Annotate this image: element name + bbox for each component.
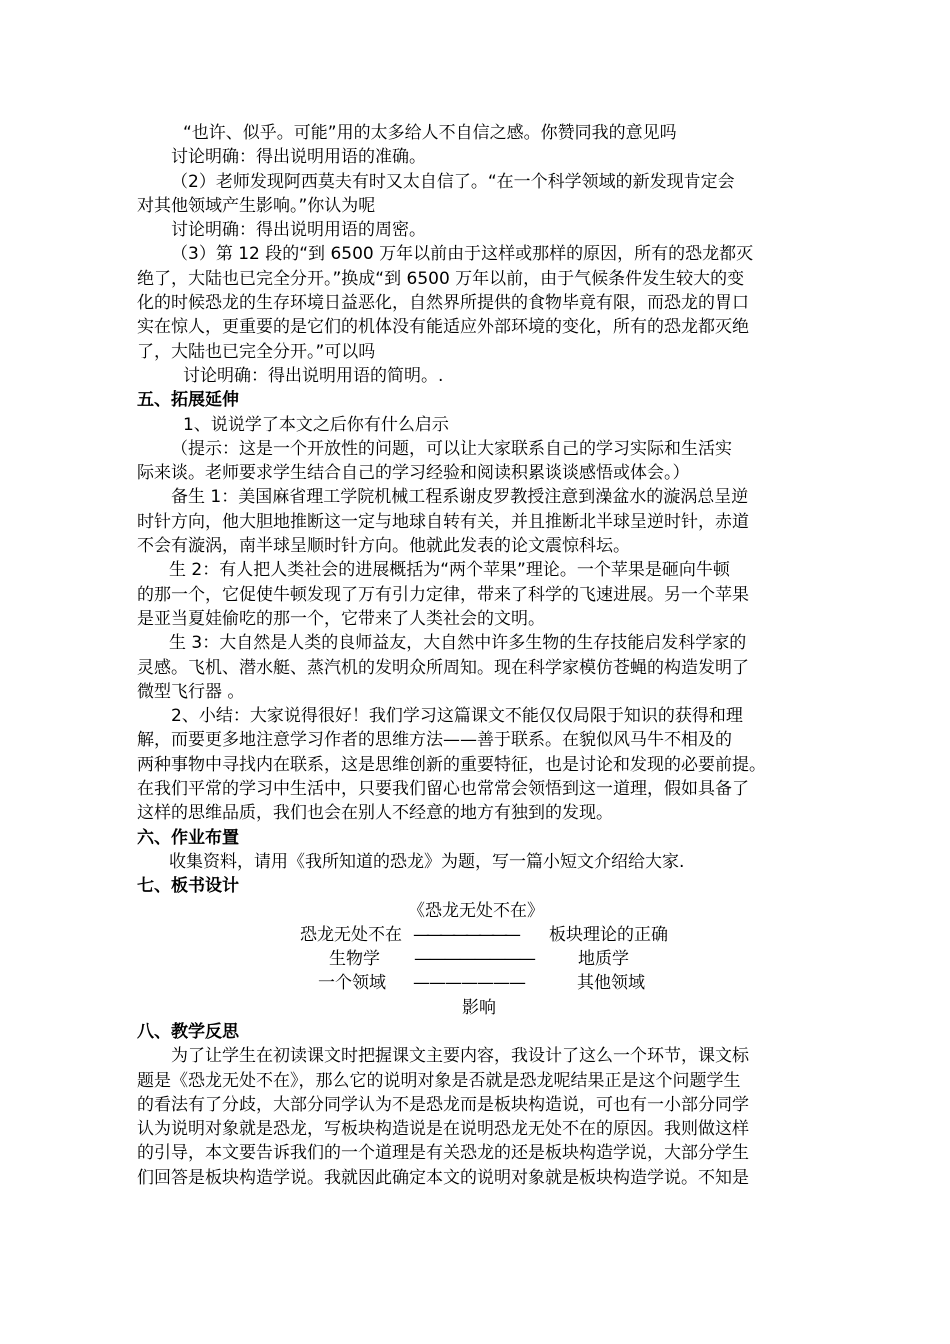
board-one-field: 一个领域 [318,973,386,994]
paragraph-line: 这样的思维品质，我们也会在别人不经意的地方有独到的发现。 [137,803,613,824]
paragraph-line: 对其他领域产生影响。”你认为呢 [137,195,376,216]
board-plate-theory: 板块理论的正确 [549,924,668,945]
paragraph-line: 生 3：大自然是人类的良师益友，大自然中许多生物的生存技能启发科学家的 [169,633,747,654]
board-connector-line: ——————— [413,973,525,994]
board-connector-line: ———————— [413,924,517,945]
board-geology: 地质学 [578,949,629,970]
board-influence: 影响 [462,997,496,1018]
paragraph-line: 认为说明对象就是恐龙，写板块构造说是在说明恐龙无处不在的原因。我则做这样 [137,1119,749,1140]
paragraph-line: 不会有漩涡，南半球呈顺时针方向。他就此发表的论文震惊科坛。 [137,536,630,557]
paragraph-line: 备生 1：美国麻省理工学院机械工程系谢皮罗教授注意到澡盆水的漩涡总呈逆 [171,487,749,508]
paragraph-line: 微型飞行器 。 [137,681,245,702]
paragraph-line: 绝了，大陆也已完全分开。”换成“到 6500 万年以前，由于气候条件发生较大的变 [137,268,745,289]
paragraph-line: （提示：这是一个开放性的问题，可以让大家联系自己的学习实际和生活实 [171,438,732,459]
board-row-3 [137,971,837,995]
paragraph-line: 们回答是板块构造学说。我就因此确定本文的说明对象就是板块构造学说。不知是 [137,1167,749,1188]
paragraph-line: 讨论明确：得出说明用语的准确。 [171,147,426,168]
paragraph-line: 实在惊人，更重要的是它们的机体没有能适应外部环境的变化，所有的恐龙都灭绝 [137,317,749,338]
paragraph-line: 灵感。飞机、潜水艇、蒸汽机的发明众所周知。现在科学家模仿苍蝇的构造发明了 [137,657,749,678]
board-row-4 [137,996,837,1020]
paragraph-line: 解，而要更多地注意学习作者的思维方法——善于联系。在貌似风马牛不相及的 [137,730,732,751]
paragraph-line: （2）老师发现阿西莫夫有时又太自信了。“在一个科学领域的新发现肯定会 [171,171,735,192]
section-heading: 六、作业布置 [137,827,239,848]
section-heading: 七、板书设计 [137,876,239,897]
paragraph-line: 化的时候恐龙的生存环境日益恶化，自然界所提供的食物毕竟有限，而恐龙的胃口 [137,293,749,314]
paragraph-line: 题是《恐龙无处不在》，那么它的说明对象是否就是恐龙呢结果正是这个问题学生 [137,1070,741,1091]
paragraph-line: 在我们平常的学习中生活中，只要我们留心也常常会领悟到这一道理，假如具备了 [137,779,749,800]
paragraph-line: 是亚当夏娃偷吃的那一个，它带来了人类社会的文明。 [137,608,545,629]
paragraph-line: 了，大陆也已完全分开。”可以吗 [137,341,376,362]
document-page [137,121,837,1190]
board-dinosaur: 恐龙无处不在 [300,924,402,945]
board-biology: 生物学 [329,949,380,970]
paragraph-line: 讨论明确：得出说明用语的周密。 [171,220,426,241]
paragraph-line: 两种事物中寻找内在联系，这是思维创新的重要特征，也是讨论和发现的必要前提。 [137,754,766,775]
board-row-title [137,899,837,923]
paragraph-line: 生 2：有人把人类社会的进展概括为“两个苹果”理论。一个苹果是砸向牛顿 [169,560,730,581]
paragraph-line: “也许、似乎。可能”用的太多给人不自信之感。你赞同我的意见吗 [183,123,677,143]
paragraph-line: 的看法有了分歧，大部分同学认为不是恐龙而是板块构造说，可也有一小部分同学 [137,1094,749,1115]
paragraph-line: 为了让学生在初读课文时把握课文主要内容，我设计了这么一个环节，课文标 [171,1046,749,1067]
paragraph-line: 2、小结：大家说得很好！我们学习这篇课文不能仅仅局限于知识的获得和理 [171,706,743,727]
section-heading: 八、教学反思 [137,1021,239,1042]
paragraph-line: （3）第 12 段的“到 6500 万年以前由于这样或那样的原因，所有的恐龙都灭 [171,244,754,265]
paragraph-line: 的引导，本文要告诉我们的一个道理是有关恐龙的还是板块构造学说，大部分学生 [137,1143,749,1164]
paragraph-line: 收集资料，请用《我所知道的恐龙》为题，写一篇小短文介绍给大家. [169,851,685,872]
section-heading: 五、拓展延伸 [137,390,239,411]
paragraph-line: 时针方向，他大胆地推断这一定与地球自转有关，并且推断北半球呈逆时针，赤道 [137,511,749,532]
board-row-1 [137,923,837,947]
board-row-2 [137,947,837,971]
paragraph-line: 1、说说学了本文之后你有什么启示 [183,414,449,435]
board-connector-line: ———————— [414,949,534,970]
paragraph-line: 的那一个，它促使牛顿发现了万有引力定律，带来了科学的飞速进展。另一个苹果 [137,584,749,605]
paragraph-line: 际来谈。老师要求学生结合自己的学习经验和阅读积累谈谈感悟或体会。） [137,463,690,484]
board-other-fields: 其他领域 [577,973,645,994]
board-title: 《恐龙无处不在》 [408,900,544,921]
paragraph-line: 讨论明确：得出说明用语的简明。. [183,365,444,386]
